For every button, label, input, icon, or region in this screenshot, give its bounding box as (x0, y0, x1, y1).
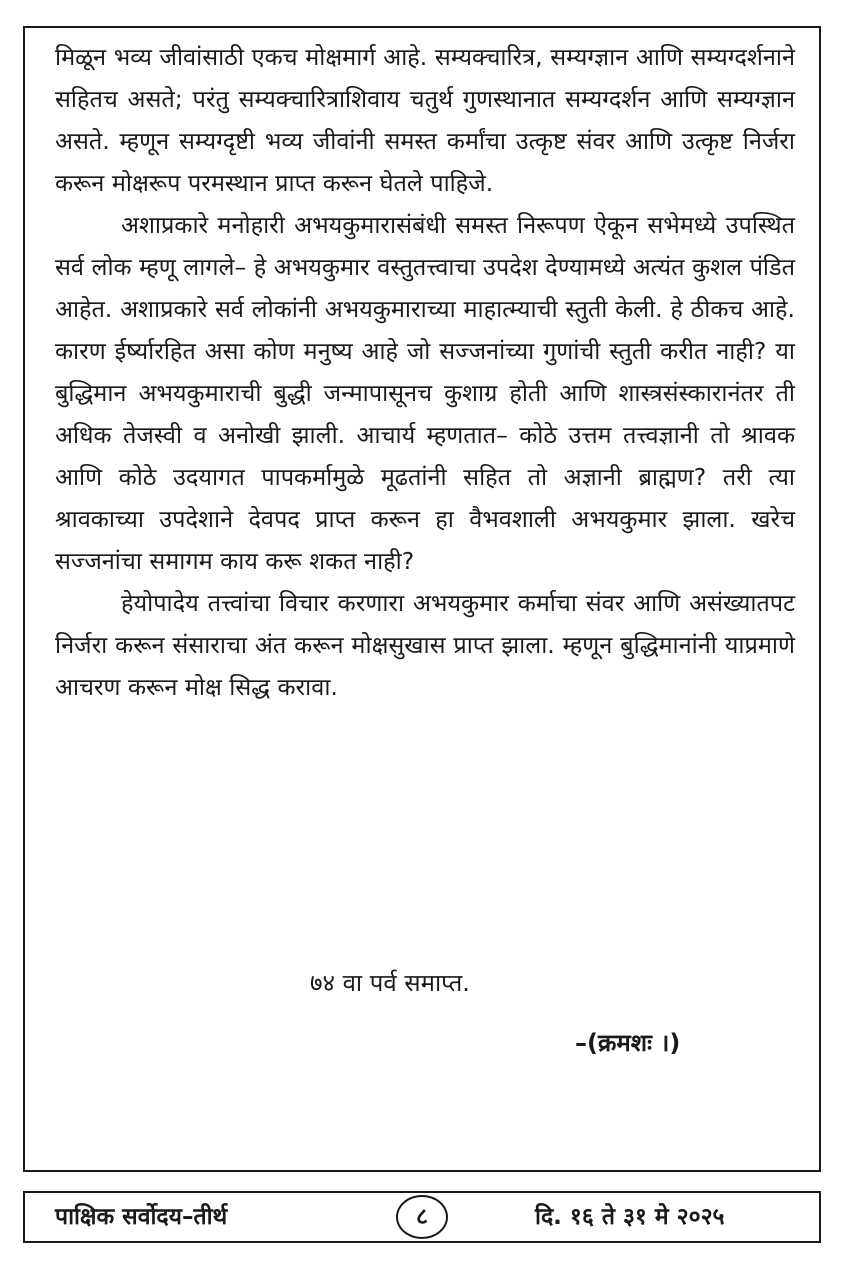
body-paragraph-1: मिळून भव्य जीवांसाठी एकच मोक्षमार्ग आहे. सम्यक्चारित्र, सम्यग्ज्ञान आणि सम्यग्दर्शनाने सहितच असते; परंतु सम्यक्चारित्राशिवाय चतुर्थ गुणस्थानात सम्यग्दर्शन आणि सम्यग्ज्ञान असते. म्हणून सम्यग्दृष्टी भव्य जीवांनी समस्त कर्मांचा उत्कृष्ट संवर आणि उत्कृष्ट निर्जरा करून मोक्षरूप परमस्थान प्राप्त करून घेतले पाहिजे. (55, 43, 795, 197)
footer-publication-name: पाक्षिक सर्वोदय–तीर्थ (55, 1204, 228, 1230)
section-end-note: ७४ वा पर्व समाप्त. (310, 969, 470, 997)
continued-marker: –(क्रमशः ।) (575, 1029, 681, 1057)
footer-date: दि. १६ ते ३१ मे २०२५ (535, 1204, 725, 1230)
body-paragraph-2: अशाप्रकारे मनोहारी अभयकुमारासंबंधी समस्त निरूपण ऐकून सभेमध्ये उपस्थित सर्व लोक म्हणू लागले– हे अभयकुमार वस्तुतत्त्वाचा उपदेश देण्यामध्ये अत्यंत कुशल पंडित आहेत. अशाप्रकारे सर्व लोकांनी अभयकुमाराच्या माहात्म्याची स्तुती केली. हे ठीकच आहे. कारण ईर्ष्यारहित असा कोण मनुष्य आहे जो सज्जनांच्या गुणांची स्तुती करीत नाही? या बुद्धिमान अभयकुमाराची बुद्धी जन्मापासूनच कुशाग्र होती आणि शास्त्रसंस्कारानंतर ती अधिक तेजस्वी व अनोखी झाली. आचार्य म्हणतात– कोठे उत्तम तत्त्वज्ञानी तो श्रावक आणि कोठे उदयागत पापकर्मामुळे मूढतांनी सहित तो अज्ञानी ब्राह्मण? तरी त्या श्रावकाच्या उपदेशाने देवपद प्राप्त करून हा वैभवशाली अभयकुमार झाला. खरेच सज्जनांचा समागम काय करू शकत नाही? (55, 211, 795, 575)
body-paragraph-3: हेयोपादेय तत्त्वांचा विचार करणारा अभयकुमार कर्माचा संवर आणि असंख्यातपट निर्जरा करून संसाराचा अंत करून मोक्षसुखास प्राप्त झाला. म्हणून बुद्धिमानांनी याप्रमाणे आचरण करून मोक्ष सिद्ध करावा. (55, 589, 795, 701)
article-body (55, 36, 795, 708)
page-number: ८ (396, 1195, 448, 1239)
